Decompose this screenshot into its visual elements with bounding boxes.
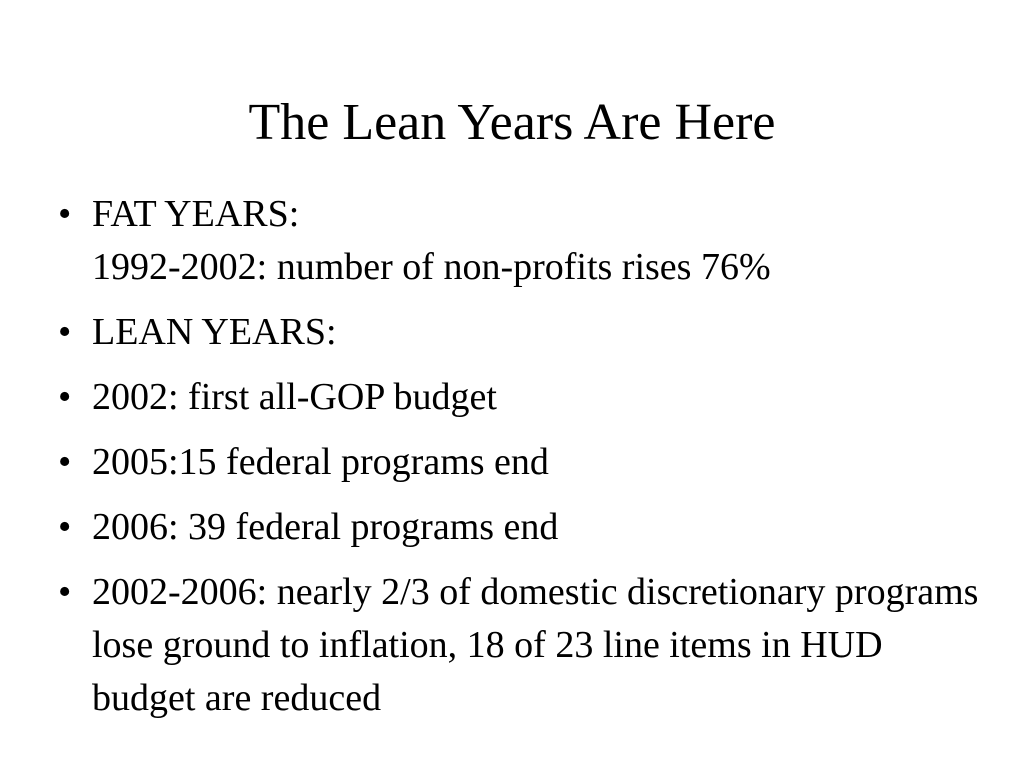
bullet-icon: • xyxy=(58,571,72,613)
bullet-item-2002 xyxy=(58,371,988,424)
bullet-icon: • xyxy=(58,193,72,235)
bullet-text: 2002: first all-GOP budget xyxy=(92,376,497,418)
bullet-item-fat-years xyxy=(58,188,988,294)
bullet-text: 2002-2006: nearly 2/3 of domestic discretionary programs lose ground to inflation, 18 of 23 line items in HUD budget are reduced xyxy=(92,571,979,719)
bullet-icon: • xyxy=(58,376,72,418)
bullet-item-lean-years xyxy=(58,306,988,359)
bullet-item-2006 xyxy=(58,501,988,554)
bullet-text: LEAN YEARS: xyxy=(92,311,337,353)
bullet-icon: • xyxy=(58,441,72,483)
bullet-text: 2005:15 federal programs end xyxy=(92,441,549,483)
bullet-text: FAT YEARS: xyxy=(92,193,300,235)
bullet-item-2002-2006 xyxy=(58,566,988,725)
slide-title: The Lean Years Are Here xyxy=(248,94,776,151)
bullet-text: 2006: 39 federal programs end xyxy=(92,506,559,548)
bullet-text: 1992-2002: number of non-profits rises 76% xyxy=(92,246,771,288)
bullet-item-2005 xyxy=(58,436,988,489)
bullet-list xyxy=(58,188,988,737)
bullet-icon: • xyxy=(58,311,72,353)
bullet-icon: • xyxy=(58,506,72,548)
